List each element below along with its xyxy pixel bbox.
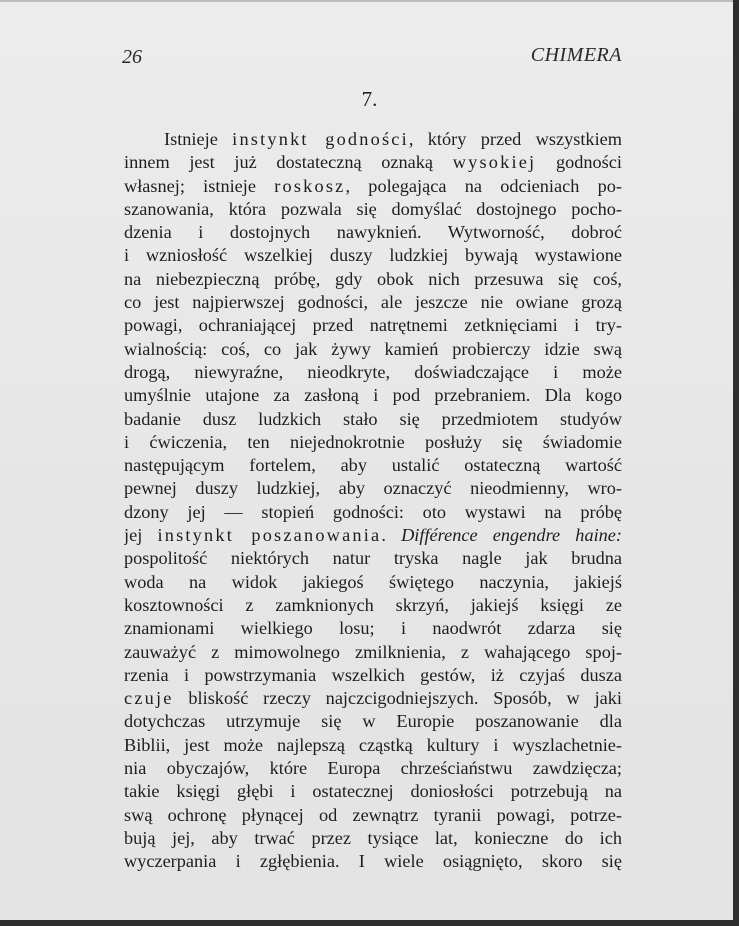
text-line [124, 268, 622, 291]
text-line [124, 687, 622, 710]
text-line [124, 571, 622, 594]
text-line [124, 641, 622, 664]
text-run: następującym fortelem, aby ustalić ostateczną wartość [124, 455, 622, 476]
text-run: dzenia i dostojnych nawyknień. Wytworność, dobroć [124, 222, 622, 243]
text-line [124, 524, 622, 547]
text-line [124, 221, 622, 244]
text-line [124, 547, 622, 570]
text-line [124, 198, 622, 221]
text-run: , polegająca na odcieniach po- [345, 175, 622, 196]
page-right-edge [733, 0, 739, 926]
text-line [124, 175, 622, 198]
text-run: Istnieje [164, 129, 233, 149]
text-line [124, 408, 622, 431]
text-line [124, 850, 622, 873]
text-line [124, 244, 622, 267]
text-run: dzony jej — stopień godności: oto wystawi na próbę [124, 501, 622, 522]
text-line [124, 431, 622, 454]
text-run: pewnej duszy ludzkiej, aby oznaczyć nieodmienny, wro- [124, 478, 622, 499]
text-line [124, 734, 622, 757]
text-line [124, 361, 622, 384]
text-run: bliskość rzeczy najczcigodniejszych. Sposób, w jaki [173, 688, 622, 709]
text-line [124, 314, 622, 337]
text-run: badanie dusz ludzkich stało się przedmiotem studyów [124, 408, 622, 429]
text-run: powagi, ochraniającej przed natrętnemi zetknięciami i try- [124, 315, 622, 336]
text-run: własnej; istnieje [124, 175, 275, 196]
text-line [124, 291, 622, 314]
text-run: , który przed wszystkiem [408, 129, 622, 149]
text-run: dotychczas utrzymuje się w Europie poszanowanie dla [124, 711, 622, 732]
text-run: zauważyć z mimowolnego zmilknienia, z wahającego spoj- [124, 641, 622, 662]
text-line [124, 128, 622, 151]
section-number: 7. [361, 87, 378, 111]
text-line [124, 804, 622, 827]
text-run: pospolitość niektórych natur tryska nagle jak brudna [124, 548, 622, 569]
text-run: na niebezpieczną próbę, gdy obok nich przesuwa się coś, [124, 268, 622, 289]
text-line [124, 477, 622, 500]
text-run: Biblii, jest może najlepszą cząstką kultury i wyszlachetnie- [124, 734, 622, 755]
text-run: takie księgi głębi i ostatecznej doniosłości potrzebują na [124, 781, 622, 802]
text-run: i wzniosłość wszelkiej duszy ludzkiej bywają wystawione [124, 245, 622, 266]
text-line [124, 338, 622, 361]
text-run: szanowania, która pozwala się domyślać dostojnego pocho- [124, 198, 622, 219]
text-run: nia obyczajów, które Europa chrześciaństwu zawdzięcza; [124, 758, 622, 779]
page-bottom-edge [0, 920, 739, 926]
spaced-emphasis: roskosz [274, 175, 346, 196]
text-run: godności [536, 152, 622, 173]
text-run: wialnością: coś, co jak żywy kamień probierczy idzie swą [124, 338, 622, 359]
page-top-edge [0, 0, 739, 2]
text-run: co jest najpierwszej godności, ale jeszcze nie owiane grozą [124, 292, 622, 313]
text-run: rzenia i powstrzymania wszelkich gestów, iż czyjaś dusza [124, 664, 622, 685]
running-title: CHIMERA [530, 44, 622, 66]
text-run: znamionami wielkiego losu; i naodwrót zdarza się [124, 618, 622, 639]
text-run: umyślnie utajone za zasłoną i pod przebraniem. Dla kogo [124, 385, 622, 406]
text-line [124, 151, 622, 174]
page-number: 26 [122, 46, 142, 68]
text-line [124, 384, 622, 407]
spaced-emphasis: wysokiej [452, 152, 537, 173]
text-run: woda na widok jakiegoś świętego naczynia, jakiejś [124, 571, 622, 592]
text-run: bują jej, aby trwać przez tysiące lat, konieczne do ich [124, 827, 622, 848]
text-run: jej [124, 525, 158, 546]
spaced-emphasis: instynkt godności [232, 129, 409, 149]
text-run: wyczerpania i zgłębienia. I wiele osiągnięto, skoro się [124, 851, 622, 872]
italic-phrase: Différence engendre haine: [401, 525, 622, 546]
text-line [124, 501, 622, 524]
text-line [124, 710, 622, 733]
text-run: i ćwiczenia, ten niejednokrotnie posłuży się świadomie [124, 431, 622, 452]
spaced-emphasis: instynkt poszanowania [157, 525, 382, 546]
text-line [124, 780, 622, 803]
text-line [124, 594, 622, 617]
text-run: swą ochronę płynącej od zewnątrz tyranii powagi, potrze- [124, 804, 622, 825]
text-line [124, 664, 622, 687]
spaced-emphasis: czuje [124, 688, 174, 709]
text-line [124, 827, 622, 850]
text-line [124, 617, 622, 640]
body-text [124, 128, 622, 874]
text-run: kosztowności z zamknionych skrzyń, jakiejś księgi ze [124, 594, 622, 615]
text-run: innem jest już dostateczną oznaką [124, 152, 453, 173]
text-line [124, 454, 622, 477]
text-run: drogą, niewyraźne, nieodkryte, doświadczające i może [124, 361, 622, 382]
text-run: . [381, 525, 402, 546]
text-line [124, 757, 622, 780]
